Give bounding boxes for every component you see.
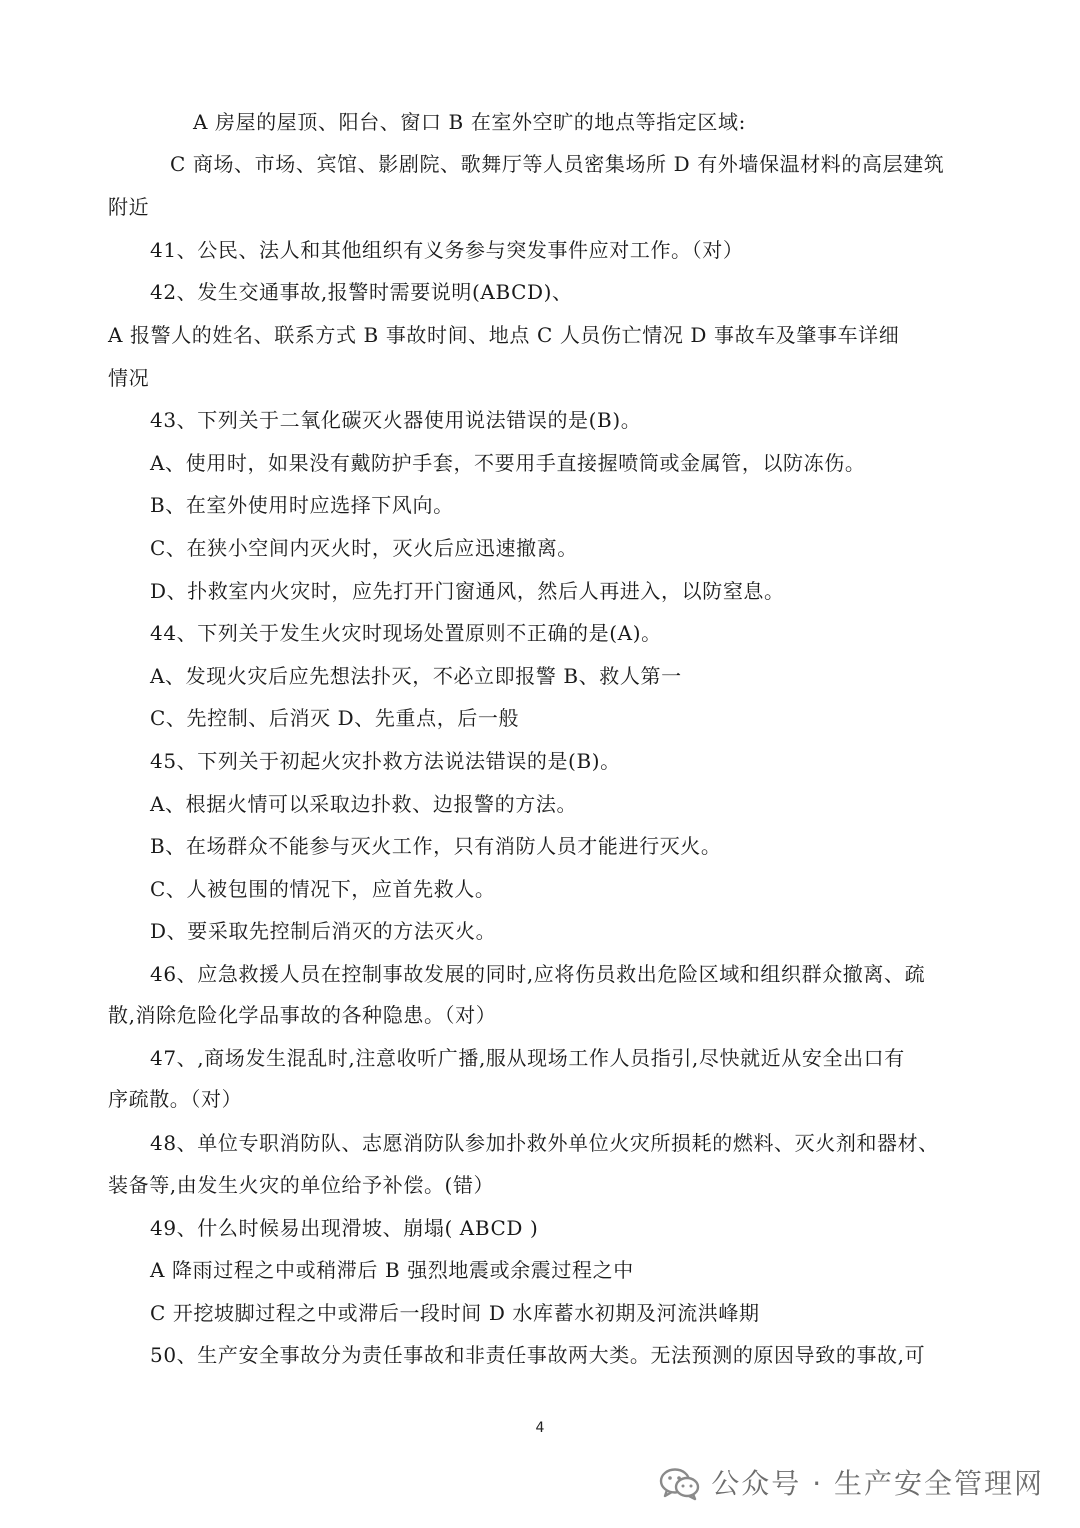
question-45: 45、下列关于初起火灾扑救方法说法错误的是(B)。 — [150, 749, 621, 773]
question-41: 41、公民、法人和其他组织有义务参与突发事件应对工作。（对） — [150, 238, 744, 262]
option-line: A、发现火灾后应先想法扑灭，不必立即报警 B、救人第一 — [150, 664, 682, 688]
option-line: C、人被包围的情况下，应首先救人。 — [150, 877, 496, 901]
option-line: B、在室外使用时应选择下风向。 — [150, 493, 454, 517]
option-line: D、扑救室内火灾时，应先打开门窗通风，然后人再进入，以防窒息。 — [150, 579, 785, 603]
text-line: 散,消除危险化学品事故的各种隐患。（对） — [108, 1003, 497, 1027]
question-48: 48、单位专职消防队、志愿消防队参加扑救外单位火灾所损耗的燃料、灭火剂和器材、 — [150, 1131, 939, 1155]
text-line: 附近 — [108, 195, 150, 219]
question-47: 47、,商场发生混乱时,注意收听广播,服从现场工作人员指引,尽快就近从安全出口有 — [150, 1046, 905, 1070]
question-42: 42、发生交通事故,报警时需要说明(ABCD)、 — [150, 280, 573, 304]
text-line: A 房屋的屋顶、阳台、窗口 B 在室外空旷的地点等指定区域: — [193, 110, 746, 134]
watermark-text: 公众号 · 生产安全管理网 — [711, 1467, 1044, 1500]
option-line: A、根据火情可以采取边扑救、边报警的方法。 — [150, 792, 578, 816]
text-line: 情况 — [108, 366, 150, 390]
text-line: 装备等,由发生火灾的单位给予补偿。(错） — [108, 1173, 495, 1197]
option-line: C 开挖坡脚过程之中或滞后一段时间 D 水库蓄水初期及河流洪峰期 — [150, 1301, 760, 1325]
text-line: C 商场、市场、宾馆、影剧院、歌舞厅等人员密集场所 D 有外墙保温材料的高层建筑 — [170, 152, 945, 176]
text-line: 序疏散。（对） — [108, 1087, 243, 1111]
question-50: 50、生产安全事故分为责任事故和非责任事故两大类。无法预测的原因导致的事故,可 — [150, 1343, 926, 1367]
option-line: A、使用时，如果没有戴防护手套，不要用手直接握喷筒或金属管，以防冻伤。 — [150, 451, 866, 475]
option-line: A 降雨过程之中或稍滞后 B 强烈地震或余震过程之中 — [150, 1258, 634, 1282]
watermark — [659, 1462, 1044, 1506]
option-line: C、先控制、后消灭 D、先重点，后一般 — [150, 706, 520, 730]
option-line: C、在狭小空间内灭火时，灭火后应迅速撤离。 — [150, 536, 578, 560]
question-46: 46、应急救援人员在控制事故发展的同时,应将伤员救出危险区域和组织群众撤离、疏 — [150, 962, 926, 986]
page-number: 4 — [535, 1420, 545, 1436]
option-line: D、要采取先控制后消灭的方法灭火。 — [150, 919, 497, 943]
question-43: 43、下列关于二氧化碳灭火器使用说法错误的是(B)。 — [150, 408, 642, 432]
option-line: B、在场群众不能参与灭火工作，只有消防人员才能进行灭火。 — [150, 834, 722, 858]
text-line: A 报警人的姓名、联系方式 B 事故时间、地点 C 人员伤亡情况 D 事故车及肇事车详细 — [108, 323, 900, 347]
wechat-official-account-icon — [659, 1467, 701, 1501]
question-44: 44、下列关于发生火灾时现场处置原则不正确的是(A)。 — [150, 621, 662, 645]
question-49: 49、什么时候易出现滑坡、崩塌( ABCD ) — [150, 1216, 539, 1240]
